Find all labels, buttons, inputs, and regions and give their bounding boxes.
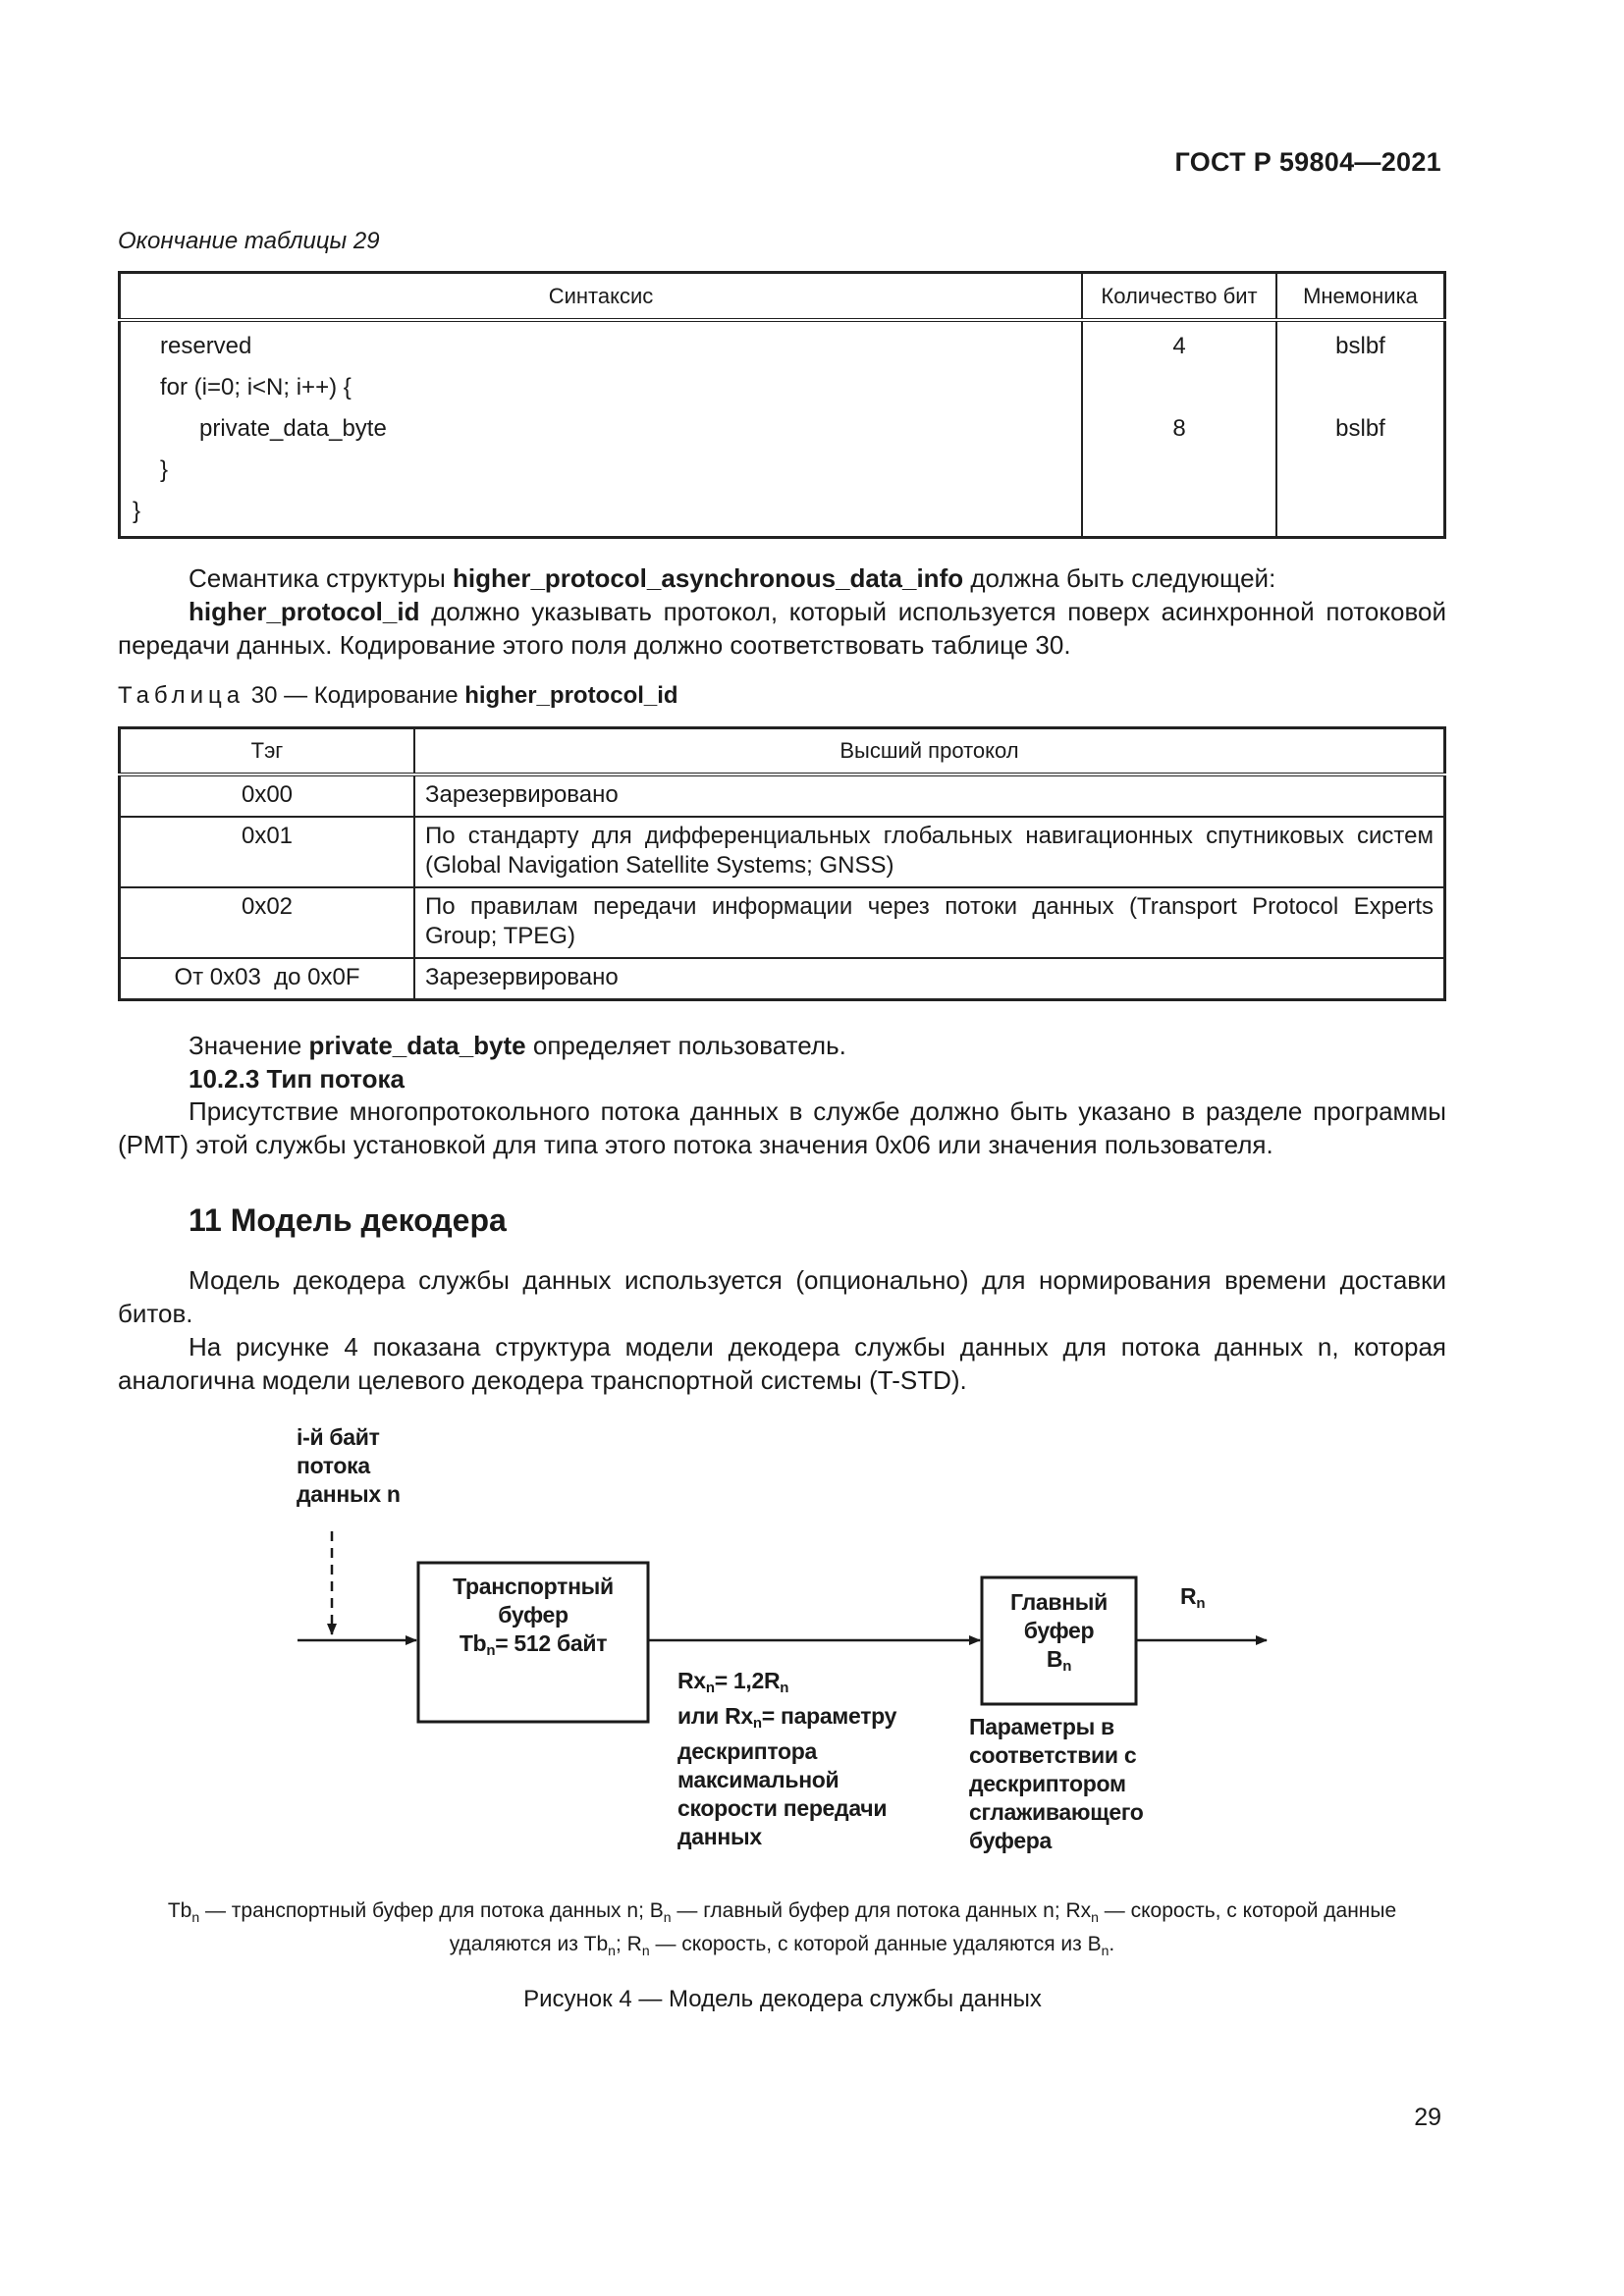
column-header-syntax: Синтаксис — [120, 273, 1083, 321]
decoder-structure-paragraph: На рисунке 4 показана структура модели декодера службы данных для потока данных n, которая аналогична модели целевого декодера транспортной системы (T-STD). — [118, 1332, 1446, 1395]
stream-type-paragraph: Присутствие многопротокольного потока данных в службе должно быть указано в разделе программы (PMT) этой службы установкой для типа этого потока значения 0x06 или значения пользователя. — [118, 1096, 1446, 1159]
buffer-params-label: Параметры в соответствии с дескриптором сглаживающего буфера — [969, 1714, 1144, 1853]
column-header-mnemonic: Мнемоника — [1276, 273, 1445, 321]
mnemonic-cell — [1276, 367, 1445, 408]
bits-cell: 4 — [1082, 320, 1276, 367]
table-row — [120, 408, 1445, 450]
bits-cell — [1082, 450, 1276, 491]
decoder-intro-paragraph: Модель декодера службы данных используется (опционально) для нормирования времени доставки битов. — [118, 1265, 1446, 1328]
column-header-bits: Количество бит — [1082, 273, 1276, 321]
mnemonic-cell: bslbf — [1276, 408, 1445, 450]
syntax-cell: private_data_byte — [120, 408, 1083, 450]
protocol-cell: По правилам передачи информации через потоки данных (Transport Protocol Experts Group; TPEG) — [414, 887, 1445, 958]
mnemonic-cell — [1276, 450, 1445, 491]
output-rate-label: $R_n$ — [1180, 1583, 1206, 1612]
table-row — [120, 817, 1445, 887]
figure-legend-note: $Tb_n$ — транспортный буфер для потока данных n; $B_n$ — главный буфер для потока данных n; $Rx_n$ — скорость, с которой данные удаляются из $Tb_n$; $R_n$ — скорость, с которой данные удаляются из $B_n$. — [167, 1899, 1397, 1959]
higher-protocol-id-paragraph: higher_protocol_id должно указывать протокол, который используется поверх асинхронной потоковой передачи данных. Кодирование этого поля должно соответствовать таблице 30. — [118, 597, 1446, 660]
table-30-caption: Таблица 30 — Кодирование higher_protocol_id — [118, 682, 678, 709]
transport-buffer-label: Транспортный буфер $Tb_n= 512$ байт — [453, 1574, 614, 1659]
syntax-cell: for (i=0; i<N; i++) { — [120, 367, 1083, 408]
section-heading: 11 Модель декодера — [189, 1202, 507, 1238]
table-row — [120, 958, 1445, 1000]
bits-cell — [1082, 491, 1276, 538]
protocol-cell: Зарезервировано — [414, 774, 1445, 817]
mnemonic-cell — [1276, 491, 1445, 538]
decoder-model-diagram — [0, 1414, 1624, 1885]
document-number: ГОСТ Р 59804—2021 — [1174, 147, 1441, 177]
table-row — [120, 887, 1445, 958]
table-row — [120, 450, 1445, 491]
protocol-cell: По стандарту для дифференциальных глобальных навигационных спутниковых систем (Global Navigation Satellite Systems; GNSS) — [414, 817, 1445, 887]
column-header-tag: Тэг — [120, 728, 415, 775]
tag-cell: 0x02 — [120, 887, 415, 958]
field-name-term: private_data_byte — [308, 1031, 526, 1060]
syntax-cell: } — [120, 491, 1083, 538]
bits-cell: 8 — [1082, 408, 1276, 450]
table-row — [120, 367, 1445, 408]
input-byte-label: i-й байт потока данных n — [297, 1424, 401, 1507]
tag-cell: От 0x03 до 0x0F — [120, 958, 415, 1000]
syntax-table — [118, 271, 1446, 539]
table-row — [120, 320, 1445, 367]
field-name-term: higher_protocol_id — [189, 597, 420, 626]
protocol-coding-table — [118, 726, 1446, 1001]
semantics-intro-paragraph: Семантика структуры higher_protocol_asynchronous_data_info должна быть следующей: — [189, 563, 1276, 593]
syntax-cell: reserved — [120, 320, 1083, 367]
tag-cell: 0x00 — [120, 774, 415, 817]
protocol-cell: Зарезервировано — [414, 958, 1445, 1000]
tag-cell: 0x01 — [120, 817, 415, 887]
mnemonic-cell: bslbf — [1276, 320, 1445, 367]
transfer-rate-label: $Rx_n= 1,2R_n$ или $Rx_n=$ параметру дескриптора максимальной скорости передачи данных — [677, 1668, 897, 1849]
table-row — [120, 491, 1445, 538]
page-number: 29 — [1414, 2104, 1441, 2131]
main-buffer-label: Главный буфер $B_n$ — [1009, 1589, 1108, 1675]
table-row — [120, 774, 1445, 817]
subsection-heading: 10.2.3 Тип потока — [189, 1064, 405, 1094]
structure-name-term: higher_protocol_asynchronous_data_info — [453, 563, 964, 593]
table-continuation-caption: Окончание таблицы 29 — [118, 228, 380, 254]
private-data-byte-paragraph: Значение private_data_byte определяет пользователь. — [189, 1031, 846, 1060]
syntax-cell: } — [120, 450, 1083, 491]
figure-caption: Рисунок 4 — Модель декодера службы данных — [523, 1986, 1042, 2012]
bits-cell — [1082, 367, 1276, 408]
column-header-protocol: Высший протокол — [414, 728, 1445, 775]
